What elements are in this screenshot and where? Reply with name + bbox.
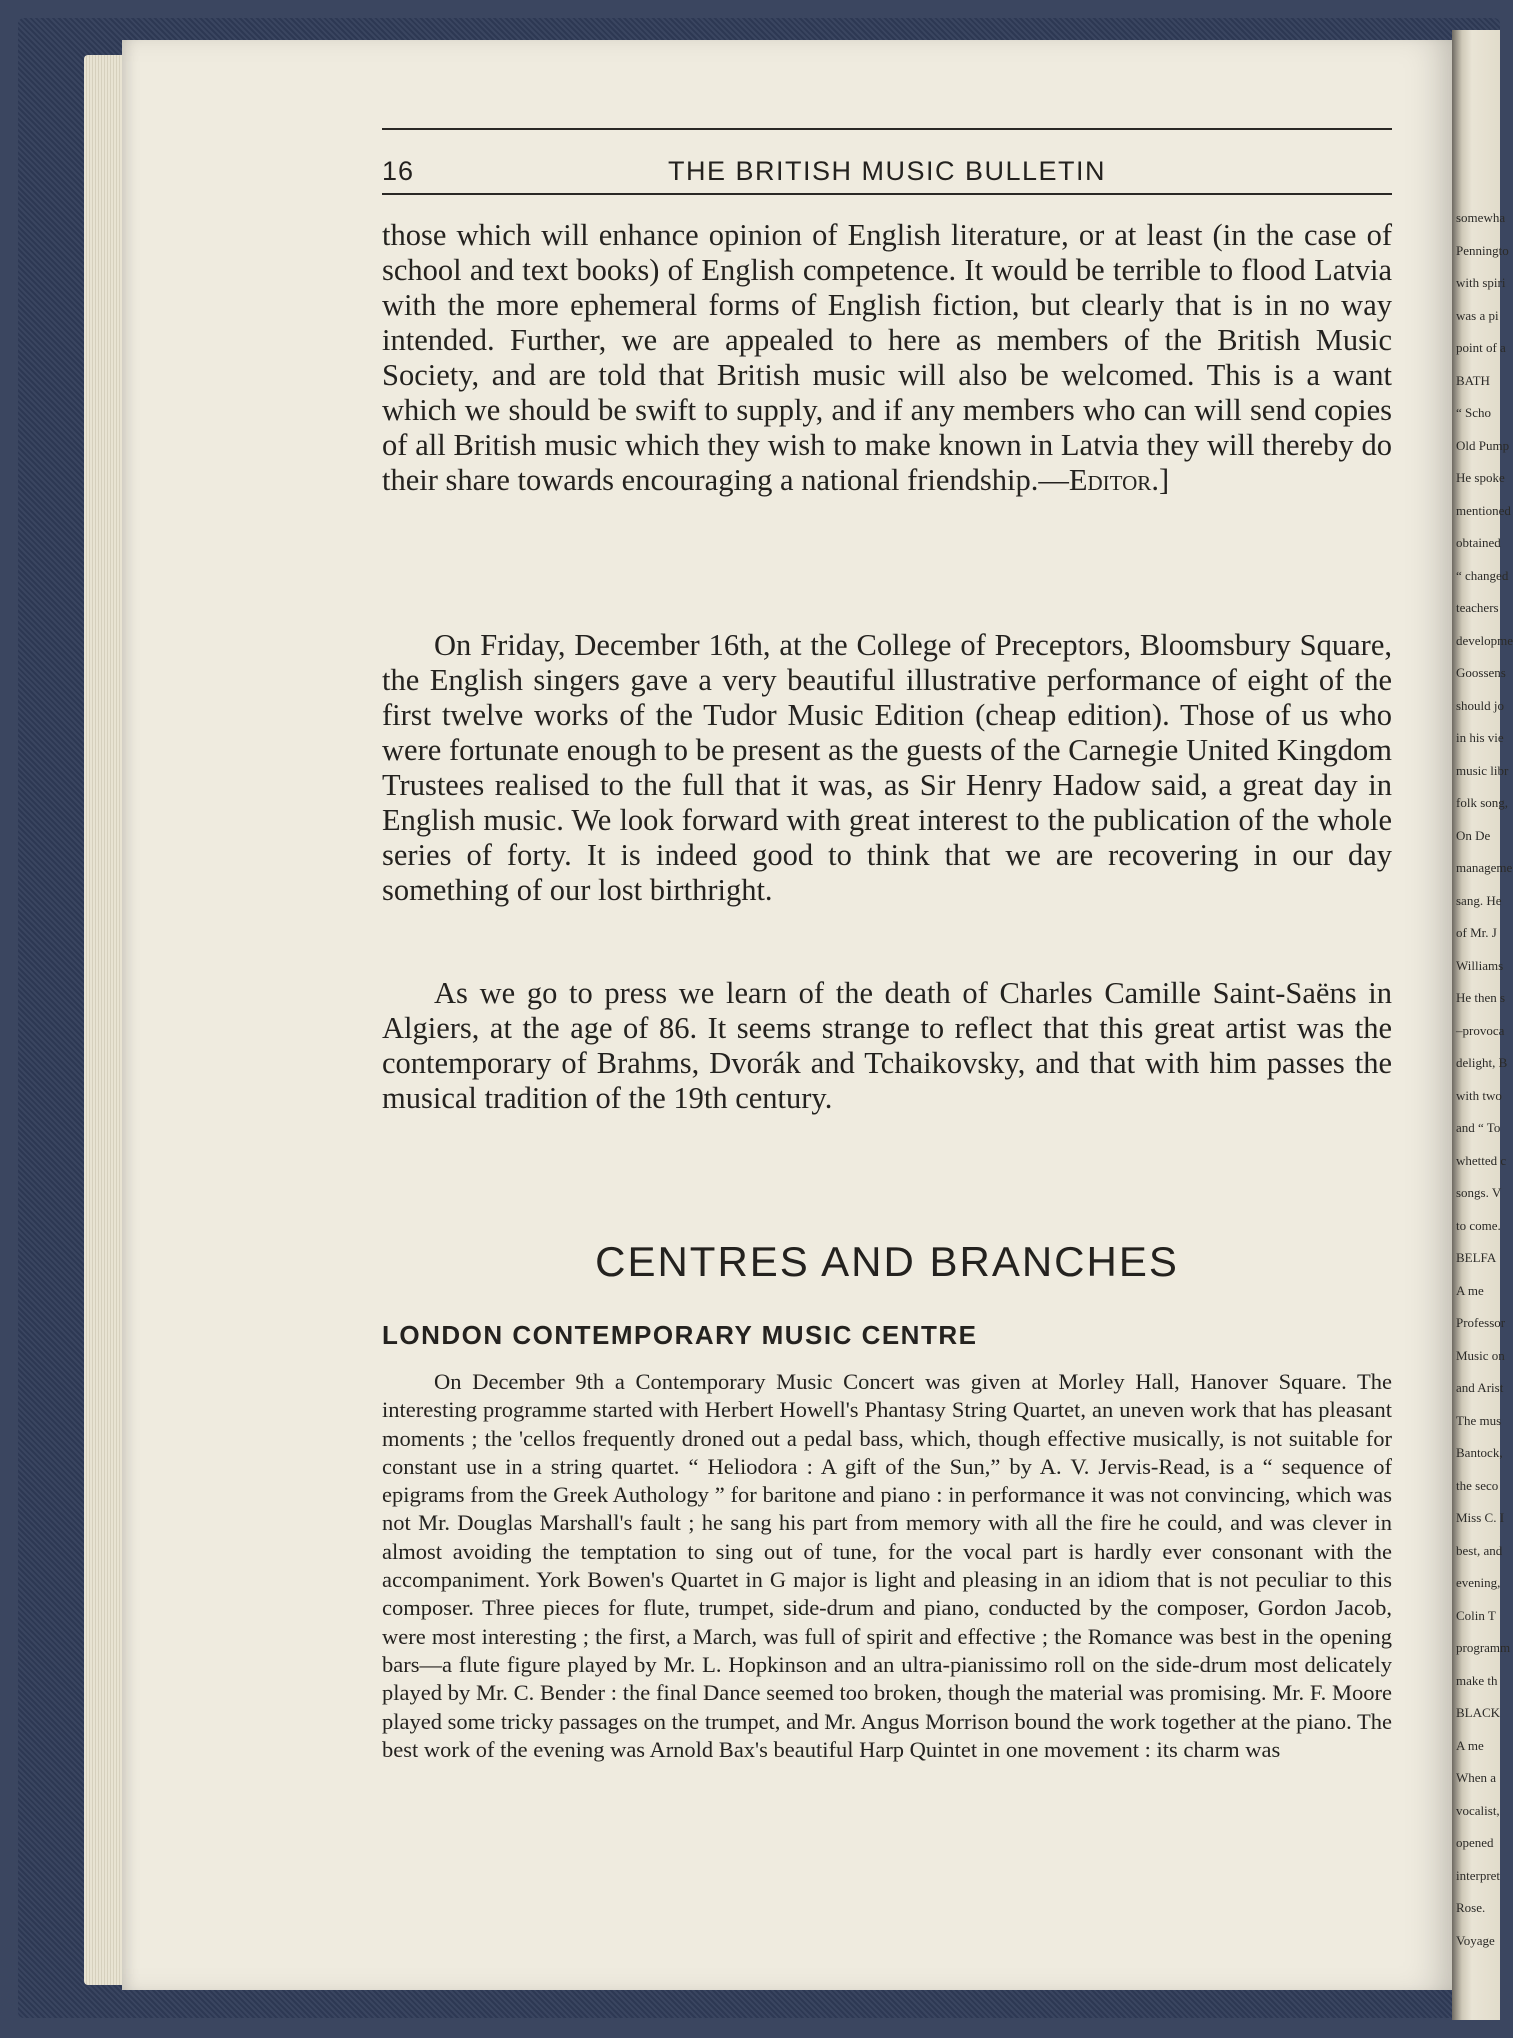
facing-page-fragment: whetted c <box>1456 1152 1507 1168</box>
facing-page-fragment: Bantock, <box>1456 1445 1503 1460</box>
facing-page-fragment: On De <box>1456 827 1491 843</box>
facing-page-fragment: The mus <box>1456 1412 1502 1428</box>
facing-page-fragment: Williams <box>1456 957 1504 973</box>
facing-page-fragment: When a <box>1456 1770 1497 1785</box>
facing-page-fragment: point of a <box>1456 340 1506 355</box>
facing-page-fragment: “ Scho <box>1456 405 1492 420</box>
facing-page-fragment: mentioned <box>1456 502 1511 518</box>
facing-page-fragment: He then s <box>1456 990 1506 1005</box>
journal-title: THE BRITISH MUSIC BULLETIN <box>667 156 1107 186</box>
facing-page-fragment: Old Pump <box>1456 437 1510 453</box>
facing-page-fragment: of Mr. J <box>1456 925 1497 940</box>
tudor-edition-paragraph: On Friday, December 16th, at the College of Preceptors, Bloomsbury Square, the English singers gave a very beautiful illustrative performance of eight of the first twelve works of the Tudor Music Edition (cheap edition). Those of us who were fortunate enough to be present as the guests of the Carnegie United Kingdom Trustees realised to the full that it was, as Sir Henry Hadow said, a great day in English music. We look forward with great interest to the publication of the whole series of forty. It is indeed good to think that we are recovering in our day something of our lost birthright. <box>382 628 1392 907</box>
facing-page-fragment: Professor <box>1456 1315 1506 1330</box>
facing-page-fragment: manageme <box>1456 860 1513 875</box>
facing-page-fragment: should jo <box>1456 697 1505 713</box>
facing-page-fragment: folk song, <box>1456 795 1508 810</box>
facing-page-fragment: BATH <box>1456 372 1490 388</box>
concert-report-paragraph: On December 9th a Contemporary Music Concert was given at Morley Hall, Hanover Square. The interesting programme started with Herbert Howell's Phantasy String Quartet, an uneven work that has pleasant moments ; the 'cellos frequently droned out a pedal bass, which, though effective musically, is not suitable for constant use in a string quartet. “ Heliodora : A gift of the Sun,” by A. V. Jervis-Read, is a “ sequence of epigrams from the Greek Authology ” for baritone and piano : in performance it was not convincing, which was not Mr. Douglas Marshall's fault ; he sang his part from memory with all the fire he could, and was clever in almost avoiding the temptation to sing out of tune, for the vocal part is hardly ever consonant with the accompaniment. York Bowen's Quartet in G major is light and pleasing in an idiom that is not peculiar to this composer. Three pieces for flute, trumpet, side-drum and piano, conducted by the composer, Gordon Jacob, were most interesting ; the first, a March, was full of spirit and effective ; the Romance was best in the opening bars—a flute figure played by Mr. L. Hopkinson and an ultra-pianissimo roll on the side-drum most delicately played by Mr. C. Bender : the final Dance seemed too broken, though the material was promising. Mr. F. Moore played some tricky passages on the trumpet, and Mr. Angus Morrison bound the work together at the piano. The best work of the evening was Arnold Bax's beautiful Harp Quintet in one movement : its charm was <box>382 1369 1392 1762</box>
facing-page-fragment: programm <box>1456 1640 1511 1655</box>
facing-page-fragment: Rose. <box>1456 1900 1486 1915</box>
facing-page-fragment: to come. <box>1456 1217 1501 1233</box>
facing-page-fragment: with two <box>1456 1087 1502 1103</box>
facing-page-fragment: “ changed <box>1456 567 1509 583</box>
facing-page-fragment: vocalist, <box>1456 1802 1500 1818</box>
facing-page-fragment: in his vie <box>1456 730 1504 745</box>
facing-page-fragment: interpret <box>1456 1867 1501 1883</box>
facing-page-fragment: somewha <box>1456 210 1506 225</box>
header-bottom-rule <box>382 193 1392 195</box>
facing-page-fragment: the seco <box>1456 1477 1499 1493</box>
facing-page-fragment: teachers <box>1456 600 1499 615</box>
facing-page-fragment: music libr <box>1456 762 1509 778</box>
saint-saens-paragraph: As we go to press we learn of the death of Charles Camille Saint-Saëns in Algiers, at the age of 86. It seems strange to reflect that this great artist was the contemporary of Brahms, Dvorák and Tchaikovsky, and that with him passes the musical tradition of the 19th century. <box>382 976 1392 1115</box>
facing-page-fragment: Miss C. I <box>1456 1510 1505 1525</box>
facing-page-fragment: A me <box>1456 1737 1484 1753</box>
facing-page-fragment: was a pi <box>1456 307 1499 323</box>
editorial-paragraph <box>382 218 1392 498</box>
subsection-heading: LONDON CONTEMPORARY MUSIC CENTRE <box>382 1320 978 1350</box>
running-head <box>382 146 1392 186</box>
facing-page-fragment: BLACK <box>1456 1705 1501 1720</box>
facing-page-fragment: best, and <box>1456 1542 1503 1558</box>
facing-page-fragment: obtained <box>1456 535 1501 550</box>
facing-page-fragment: sang. He <box>1456 892 1502 908</box>
page-number: 16 <box>382 156 415 186</box>
editorial-close: .] <box>1151 463 1170 497</box>
facing-page-fragment: –provoca <box>1456 1022 1505 1038</box>
facing-page-fragment: Music on <box>1456 1347 1505 1363</box>
facing-page-fragment: opened <box>1456 1835 1494 1850</box>
facing-page-fragment: developme <box>1456 632 1513 648</box>
facing-page-fragment: He spoke <box>1456 470 1505 485</box>
facing-page-fragment: Goossens <box>1456 665 1506 680</box>
editor-signature: Editor <box>1068 463 1152 497</box>
facing-page-fragment: evening, <box>1456 1575 1501 1590</box>
facing-page-fragment: with spiri <box>1456 275 1506 290</box>
facing-page-fragment: delight, B <box>1456 1055 1508 1070</box>
facing-page-fragment: Voyage <box>1456 1932 1495 1948</box>
facing-page-edge <box>1452 30 1513 2020</box>
facing-page-fragment: Colin T <box>1456 1607 1496 1623</box>
header-top-rule <box>382 128 1392 130</box>
facing-page-fragment: and “ To <box>1456 1120 1501 1135</box>
section-heading: CENTRES AND BRANCHES <box>595 1238 1179 1285</box>
facing-page-fragment: songs. V <box>1456 1185 1502 1200</box>
editorial-text: those which will enhance opinion of English literature, or at least (in the case of school and text books) of English competence. It would be terrible to flood Latvia with the more ephemeral forms of English fiction, but clearly that is in no way intended. Further, we are appealed to here as members of the British Music Society, and are told that British music will also be welcomed. This is a want which we should be swift to supply, and if any members who can will send copies of all British music which they wish to make known in Latvia they will thereby do their share towards encouraging a national friendship.— <box>382 218 1392 497</box>
facing-page-fragment: BELFA <box>1456 1250 1497 1265</box>
facing-page-fragment: Penningto <box>1456 242 1509 258</box>
facing-page-fragment: make th <box>1456 1672 1498 1688</box>
facing-page-fragment: A me <box>1456 1282 1484 1298</box>
facing-page-fragment: and Arist <box>1456 1380 1504 1395</box>
